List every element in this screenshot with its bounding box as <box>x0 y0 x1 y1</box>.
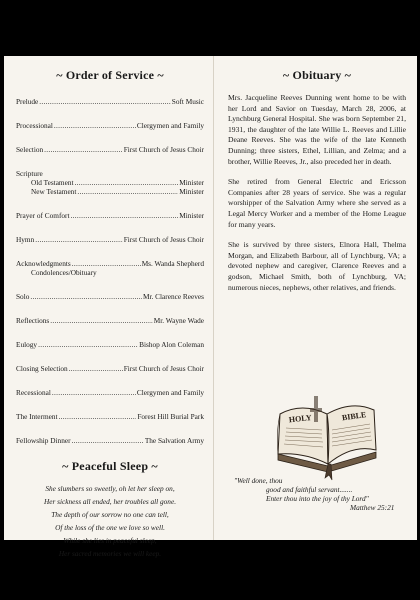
obituary-text <box>228 93 406 293</box>
right-column <box>228 56 406 303</box>
service-item: Acknowledgments ..... Ms. Wanda Shepherd <box>16 259 204 268</box>
obituary-heading: ~ Obituary ~ <box>282 68 352 82</box>
peaceful-sleep-heading: ~ Peaceful Sleep ~ <box>62 459 158 473</box>
poem-line: While she lies in peaceful sleep, <box>63 536 157 545</box>
service-item: Hymn ..... First Church of Jesus Choir <box>16 235 204 244</box>
service-item-heading: Scripture <box>16 169 43 178</box>
center-fold <box>213 56 214 540</box>
service-item: Closing Selection ..... First Church of Jesus Choir <box>16 364 204 373</box>
poem-line: She slumbers so sweetly, oh let her sleep on, <box>45 484 175 493</box>
service-item: Eulogy ..... Bishop Alon Coleman <box>16 340 204 349</box>
poem-line: Her sickness all ended, her troubles all gone. <box>43 497 177 506</box>
quote-line: good and faithful servant....... <box>266 485 353 494</box>
order-of-service-list <box>16 97 204 445</box>
poem-line: The depth of our sorrow no one can tell, <box>51 510 169 519</box>
quote-citation: Matthew 25:21 <box>350 503 395 512</box>
service-item: Processional ..... Clergymen and Family <box>16 121 204 130</box>
bible-right-page-title: BIBLE <box>341 410 367 423</box>
poem-line: Of the loss of the one we love so well. <box>55 523 165 532</box>
service-item: Solo ..... Mr. Clarence Reeves <box>16 292 204 301</box>
quote-line: "Well done, thou <box>234 476 283 485</box>
service-subitem: New Testament ..... Minister <box>16 187 204 196</box>
service-item: Recessional ..... Clergymen and Family <box>16 388 204 397</box>
poem-line: Her sacred memories we will keep. <box>58 549 162 558</box>
program-page <box>4 56 417 558</box>
service-subitem: Old Testament ..... Minister <box>16 178 204 187</box>
order-of-service-heading: ~ Order of Service ~ <box>56 68 164 82</box>
bible-left-page-title: HOLY <box>288 413 313 425</box>
service-item: Prayer of Comfort ..... Minister <box>16 211 204 220</box>
service-item: The Interment ..... Forest Hill Burial Park <box>16 412 204 421</box>
service-item: Reflections ..... Mr. Wayne Wade <box>16 316 204 325</box>
peaceful-sleep-poem <box>16 482 204 560</box>
scripture-quote <box>232 476 408 512</box>
service-item: Prelude ..... Soft Music <box>16 97 204 106</box>
obituary-paragraph: Mrs. Jacqueline Reeves Dunning went home to be with her Lord and Savior on Tuesday, March 28, 2006, at Lynchburg General Hospital. She was born September 21, 1931, the daughter of the late Willie L. Reeves and Lillie Deane Reeves. She was the wife of the late Kenneth Dunning; three sisters, Ethel, Lillian, and Zelma; and a brother, Willie Reeves, Jr., also preceded her in death. <box>228 93 406 166</box>
obituary-paragraph: She retired from General Electric and Ericsson Companies after 28 years of service. She was a regular worshipper of the Salvation Army where she served as a Legal Mercy Worker and a member of the Home League for many years. <box>228 177 406 229</box>
left-column <box>16 56 204 560</box>
service-subitem: Condolences/Obituary <box>31 268 97 277</box>
quote-line: Enter thou into the joy of thy Lord" <box>266 494 369 503</box>
obituary-paragraph: She is survived by three sisters, Elnora Hall, Thelma Morgan, and Elizabeth Barbour, all of Lynchburg, VA; a devoted nephew and caregiver, Clarence Reeves and a godson, Michael Smith, both of Lynchburg, VA; numerous nieces, nephews, other relatives, and friends. <box>228 240 406 292</box>
open-bible-illustration-icon <box>272 392 382 484</box>
service-item: Selection ..... First Church of Jesus Choir <box>16 145 204 154</box>
service-item: Fellowship Dinner ..... The Salvation Army <box>16 436 204 445</box>
